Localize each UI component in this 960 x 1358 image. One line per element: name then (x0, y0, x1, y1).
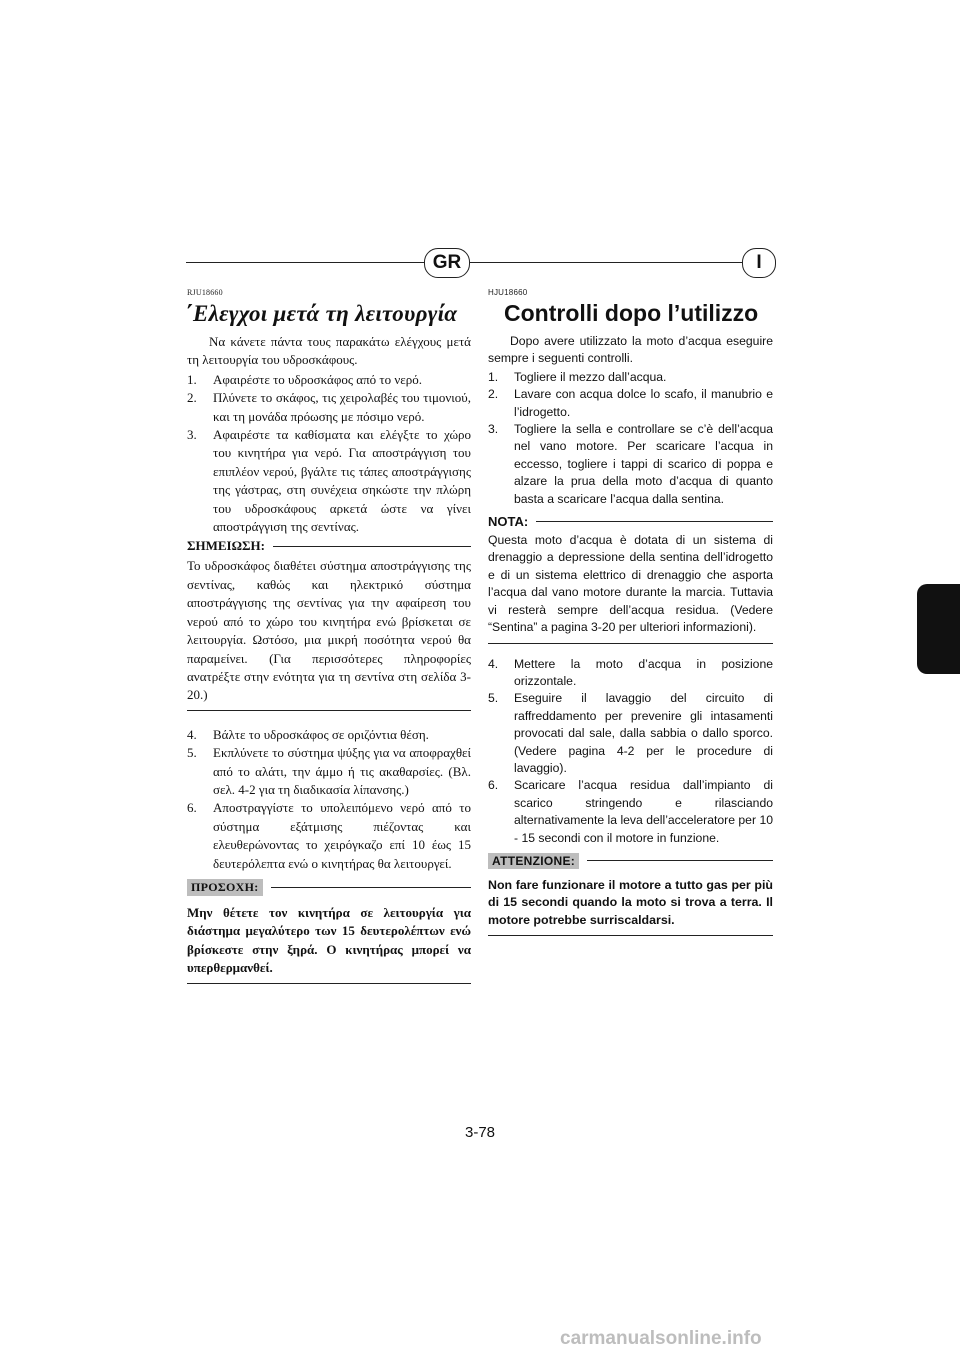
caution-text: Μην θέτετε τον κινητήρα σε λειτουργία για διάστημα μεγαλύτερο των 15 δευτερολέπτων ενώ βρίσκεστε στην ξηρά. Ο κινητήρας μπορεί να υπερθερμανθεί. (187, 904, 471, 976)
list-item (488, 369, 773, 386)
section-title: ΄Ελεγχοι μετά τη λειτουργία (185, 301, 458, 326)
header-rule-left (186, 262, 426, 263)
step-text: Togliere il mezzo dall’acqua. (514, 369, 667, 384)
caution-header (187, 879, 471, 896)
step-number: 1. (187, 371, 197, 387)
list-item (488, 421, 773, 508)
step-text: Αποστραγγίστε το υπολειπόμενο νερό από το σύστημα εξάτμισης πιέζοντας και ελευθερώνοντας το χειρόγκαζο επί 10 έως 15 δευτερόλεπτα ενώ ο κινητήρας θα λειτουργεί. (213, 800, 471, 871)
note-text: Questa moto d’acqua è dotata di un sistema di drenaggio a depressione della sentina dell’idrogetto e di un sistema elettrico di drenaggio che asporta l’acqua dal vano motore durante la marcia. Tuttavia vi resterà sempre dell’acqua residua. (Vedere “Sentina” a pagina 3-20 per ulteriori informazioni). (488, 533, 773, 635)
note-header (187, 538, 471, 554)
list-item (187, 371, 471, 389)
step-number: 2. (187, 390, 197, 406)
step-number: 5. (488, 691, 499, 706)
note-text: Το υδροσκάφος διαθέτει σύστημα αποστράγγισης της σεντίνας, καθώς και ηλεκτρικό σύστημα αποστράγγισης της σεντίνας για την αφαίρεση του νερού από το χώρο του κινητήρα ενώ βρίσκεται σε λειτουργία. Ωστόσο, μια μικρή ποσότητα νερού θα παραμείνει. (Για περισσότερες πληροφορίες ανατρέξτε στην ενότητα για τη σεντίνα στη σελίδα 3-20.) (187, 558, 471, 703)
steps-list-b (488, 656, 773, 847)
caution-header (488, 853, 773, 869)
lang-badge-gr: GR (424, 248, 470, 278)
step-text: Lavare con acqua dolce lo scafo, il manubrio e l’idrogetto. (514, 387, 773, 419)
section-code: RJU18660 (187, 288, 223, 297)
note-end-rule (187, 710, 471, 711)
steps-list-b (187, 726, 471, 873)
list-item (488, 386, 773, 421)
list-item (187, 389, 471, 426)
steps-list-a (488, 369, 773, 508)
greek-column (187, 288, 471, 984)
caution-end-rule (488, 935, 773, 936)
note-rule (273, 546, 471, 547)
step-number: 5. (187, 745, 197, 761)
intro-paragraph: Dopo avere utilizzato la moto d’acqua eseguire sempre i seguenti controlli. (488, 334, 773, 366)
step-number: 6. (187, 800, 197, 816)
caution-rule (271, 887, 471, 888)
caution-text: Non fare funzionare il motore a tutto gas per più di 15 secondi quando la moto si trova a terra. Il motore potrebbe surriscaldarsi. (488, 877, 773, 927)
list-item (488, 777, 773, 847)
step-number: 6. (488, 778, 499, 793)
step-number: 4. (187, 726, 197, 742)
note-label: ΣΗΜΕΙΩΣΗ: (187, 538, 265, 554)
list-item (187, 726, 471, 744)
caution-end-rule (187, 983, 471, 984)
caution-label: ΠΡΟΣΟΧΗ: (187, 879, 263, 896)
section-code: HJU18660 (488, 288, 528, 297)
step-text: Βάλτε το υδροσκάφος σε οριζόντια θέση. (213, 726, 429, 742)
lang-badge-i: I (742, 248, 776, 278)
note-rule (536, 521, 773, 522)
step-number: 4. (488, 656, 499, 671)
step-text: Αφαιρέστε το υδροσκάφος από το νερό. (213, 371, 422, 387)
intro-paragraph: Να κάνετε πάντα τους παρακάτω ελέγχους μετά τη λειτουργία του υδροσκάφους. (187, 334, 471, 368)
page-number: 3-78 (464, 1124, 496, 1141)
step-number: 1. (488, 369, 499, 384)
list-item (488, 656, 773, 691)
step-number: 3. (187, 427, 197, 443)
section-title: Controlli dopo l’utilizzo (504, 300, 759, 326)
caution-label: ATTENZIONE: (488, 853, 579, 869)
step-text: Αφαιρέστε τα καθίσματα και ελέγξτε το χώρο του κινητήρα για νερό. Για αποστράγγιση του επιπλέον νερού, βγάλτε τις τάπες αποστράγγισης της γάστρας, στη συνέχεια σηκώστε την πλώρη του υδροσκάφους αρκετά ώστε να γίνει αποστράγγιση της σεντίνας. (213, 427, 471, 535)
step-text: Εκπλύνετε το σύστημα ψύξης για να αποφραχθεί από το αλάτι, την άμμο ή τις ακαθαρσίες. (Βλ. σελ. 4-2 για τη διαδικασία λίπανσης.) (213, 745, 471, 797)
note-label: NOTA: (488, 514, 529, 530)
step-text: Scaricare l’acqua residua dall’impianto di scarico stringendo e rilasciando alternativamente la leva dell’acceleratore per 10 - 15 secondi con il motore in funzione. (514, 778, 773, 845)
italian-column (488, 288, 773, 936)
step-number: 3. (488, 422, 499, 437)
chapter-tab (917, 584, 960, 674)
list-item (187, 799, 471, 873)
note-end-rule (488, 643, 773, 644)
list-item (187, 426, 471, 536)
header-rule-right (468, 262, 774, 263)
list-item (187, 744, 471, 799)
step-number: 2. (488, 387, 499, 402)
note-header (488, 514, 773, 529)
steps-list-a (187, 371, 471, 537)
caution-rule (587, 860, 773, 861)
step-text: Πλύνετε το σκάφος, τις χειρολαβές του τιμονιού, και τη μονάδα πρόωσης με πόσιμο νερό. (213, 390, 471, 424)
step-text: Eseguire il lavaggio del circuito di raffreddamento per prevenire gli intasamenti provocati dal sale, dalla sabbia o dallo sporco. (Vedere pagina 4-2 per le procedure di lavaggio). (514, 691, 773, 775)
watermark: carmanualsonline.info (560, 1328, 762, 1349)
step-text: Mettere la moto d’acqua in posizione orizzontale. (514, 656, 773, 688)
step-text: Togliere la sella e controllare se c’è dell’acqua nel vano motore. Per scaricare l’acqua in eccesso, togliere i tappi di scarico di poppa e alzare la prua della moto d’acqua di quanto basta a scaricare l’acqua dalla sentina. (514, 422, 773, 506)
list-item (488, 690, 773, 777)
